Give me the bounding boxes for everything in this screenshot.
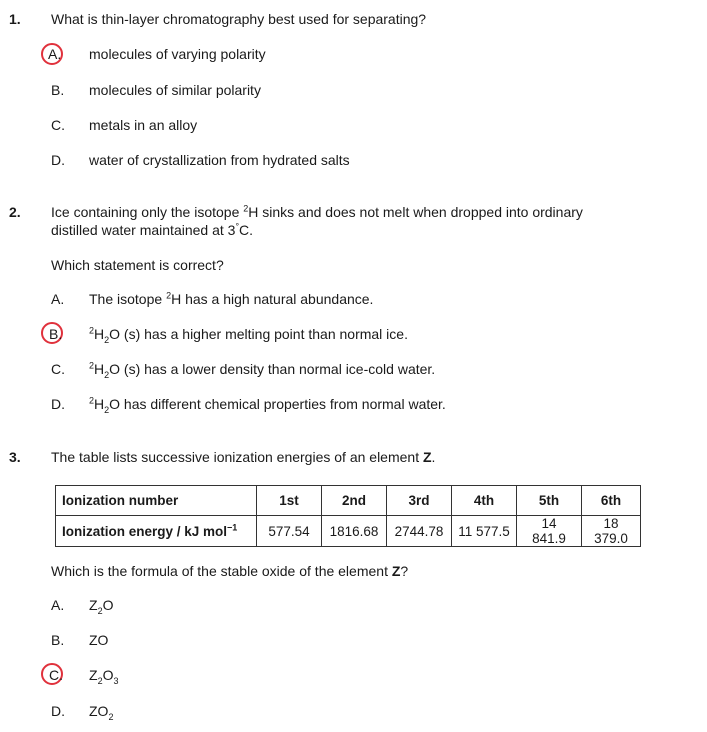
question-1-number: 1. <box>9 11 21 27</box>
table-header-row <box>56 486 641 516</box>
question-3-number: 3. <box>9 449 21 465</box>
question-2-line-2: distilled water maintained at 3°C. <box>51 221 254 238</box>
q2-option-b-letter[interactable]: B. <box>49 326 63 342</box>
q2-option-a-text[interactable]: The isotope $^2$H has a high natural abundance. <box>89 290 374 307</box>
q1-option-d-text[interactable]: water of crystallization from hydrated salts <box>89 152 350 168</box>
q3-option-c-formula[interactable]: $Z_2O_3$ <box>89 667 119 686</box>
q2-option-d-letter[interactable]: D. <box>51 396 65 412</box>
q1-option-b-text[interactable]: molecules of similar polarity <box>89 82 261 98</box>
question-2-line-1: Ice containing only the isotope $^2$H sinks and does not melt when dropped into ordinary <box>51 203 583 220</box>
q1-option-c-text[interactable]: metals in an alloy <box>89 117 198 133</box>
table-row <box>56 516 641 547</box>
header-cell: 3rd <box>387 486 452 516</box>
q2-option-d-text[interactable]: $^2H_2O$ has different chemical properties from normal water. <box>89 395 446 415</box>
header-cell: 6th <box>582 486 641 516</box>
question-2-number: 2. <box>9 204 21 220</box>
q3-option-c-letter[interactable]: C. <box>49 667 63 683</box>
q3-option-d-formula[interactable]: $ZO_2$ <box>89 703 114 722</box>
value-cell: 14 841.9 <box>517 516 582 547</box>
q1-option-d-letter[interactable]: D. <box>51 152 65 168</box>
header-cell: 4th <box>452 486 517 516</box>
value-cell: 1816.68 <box>322 516 387 547</box>
header-cell: 5th <box>517 486 582 516</box>
q3-option-d-letter[interactable]: D. <box>51 703 65 719</box>
value-cell: 11 577.5 <box>452 516 517 547</box>
question-3-intro: The table lists successive ionization energies of an element Z. <box>51 449 436 465</box>
question-1-text: What is thin-layer chromatography best used for separating? <box>51 11 427 27</box>
q1-option-c-letter[interactable]: C. <box>51 117 65 133</box>
q1-option-b-letter[interactable]: B. <box>51 82 65 98</box>
q2-option-c-text[interactable]: $^2H_2O$ (s) has a lower density than normal ice-cold water. <box>89 360 436 380</box>
q3-option-a-formula[interactable]: $Z_2O$ <box>89 597 114 616</box>
q2-option-a-letter[interactable]: A. <box>51 291 65 307</box>
header-cell: 1st <box>257 486 322 516</box>
ionization-energy-table <box>55 485 641 547</box>
q2-option-b-text[interactable]: $^2H_2O$ (s) has a higher melting point than normal ice. <box>89 325 408 345</box>
q2-option-c-letter[interactable]: C. <box>51 361 65 377</box>
row-label: Ionization energy / kJ mol$^{-1}$ <box>56 516 257 547</box>
question-2-prompt: Which statement is correct? <box>51 257 224 273</box>
value-cell: 577.54 <box>257 516 322 547</box>
question-3-prompt: Which is the formula of the stable oxide of the element Z? <box>51 563 409 579</box>
q1-option-a-text[interactable]: molecules of varying polarity <box>89 46 266 62</box>
q3-option-b-letter[interactable]: B. <box>51 632 65 648</box>
header-label: Ionization number <box>56 486 257 516</box>
q3-option-b-formula[interactable]: ZO <box>89 632 109 648</box>
value-cell: 2744.78 <box>387 516 452 547</box>
value-cell: 18 379.0 <box>582 516 641 547</box>
q3-option-a-letter[interactable]: A. <box>51 597 65 613</box>
q1-option-a-letter[interactable]: A. <box>48 46 62 62</box>
header-cell: 2nd <box>322 486 387 516</box>
